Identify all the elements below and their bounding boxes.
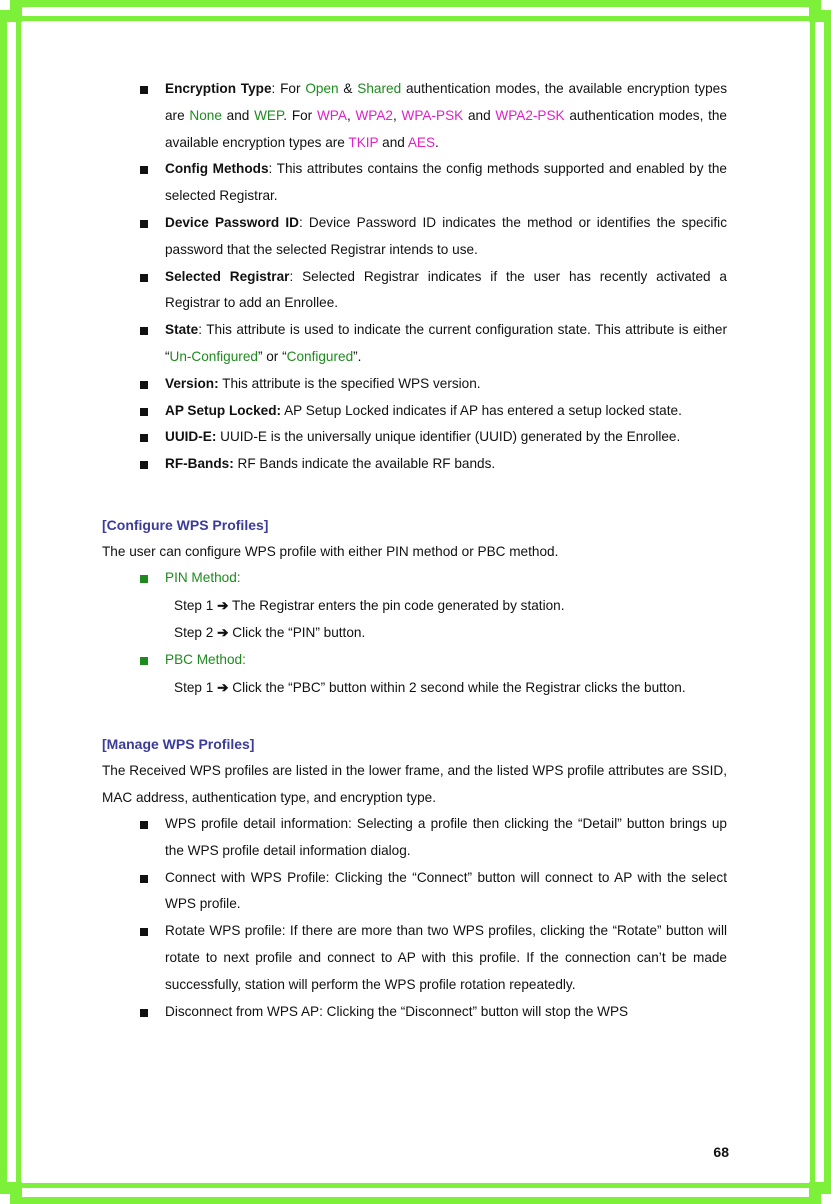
list-item bbox=[102, 647, 727, 674]
section-title-configure: [Configure WPS Profiles] bbox=[102, 516, 269, 533]
bullet-icon bbox=[140, 166, 148, 174]
text-segment: WEP bbox=[254, 107, 284, 123]
pbc-method-label: PBC Method: bbox=[165, 651, 246, 667]
pin-method-label: PIN Method: bbox=[165, 569, 241, 585]
step-prefix: Step 2 bbox=[174, 625, 214, 641]
list-item bbox=[102, 999, 727, 1026]
bullet-icon bbox=[140, 408, 148, 416]
list-item bbox=[102, 371, 727, 398]
text-segment: Configured bbox=[286, 348, 354, 364]
bullet-icon bbox=[140, 220, 148, 228]
text-segment: This attribute is the specified WPS version. bbox=[218, 375, 481, 391]
step-text: Click the “PIN” button. bbox=[232, 625, 366, 641]
text-segment: AES bbox=[407, 134, 436, 150]
step-text: The Registrar enters the pin code generated by station. bbox=[232, 597, 565, 613]
text-segment: : This attributes contains the config methods supported and enabled by the selected Registrar. bbox=[165, 161, 727, 204]
bullet-icon bbox=[140, 1009, 148, 1017]
arrow-icon: ➔ bbox=[217, 625, 229, 641]
text-segment: authentication modes, the available encryption types are bbox=[165, 81, 727, 123]
bullet-icon bbox=[140, 657, 148, 665]
list-item bbox=[102, 76, 727, 156]
configure-methods-list bbox=[102, 565, 727, 592]
text-segment: RF Bands indicate the available RF bands. bbox=[233, 456, 496, 472]
text-segment: TKIP bbox=[348, 134, 379, 150]
list-item bbox=[102, 451, 727, 478]
configure-intro: The user can configure WPS profile with either PIN method or PBC method. bbox=[102, 543, 559, 559]
list-item bbox=[102, 264, 727, 318]
text-segment: and bbox=[378, 134, 408, 150]
text-segment: AP Setup Locked indicates if AP has entered a setup locked state. bbox=[281, 402, 682, 418]
text-segment: : Selected Registrar indicates if the user has recently activated a Registrar to add an Enrollee. bbox=[165, 268, 727, 311]
text-segment: Selected Registrar bbox=[165, 268, 290, 284]
text-segment: RF-Bands: bbox=[165, 456, 234, 472]
bullet-icon bbox=[140, 928, 148, 936]
text-segment: & bbox=[338, 81, 358, 96]
bullet-icon bbox=[140, 875, 148, 883]
corner-ornament bbox=[0, 0, 22, 22]
bullet-icon bbox=[140, 434, 148, 442]
step-prefix: Step 1 bbox=[174, 679, 214, 695]
bullet-icon bbox=[140, 274, 148, 282]
arrow-icon: ➔ bbox=[217, 679, 229, 695]
list-item-text: Rotate WPS profile: If there are more than two WPS profiles, clicking the “Rotate” button will rotate to next profile and connect to AP with this profile. If the connection can’t be made successfully, station will perform the WPS profile rotation repeatedly. bbox=[165, 923, 727, 992]
corner-ornament bbox=[809, 1182, 831, 1204]
text-segment: AP Setup Locked: bbox=[165, 402, 282, 418]
list-item bbox=[102, 565, 727, 592]
text-segment: and bbox=[221, 107, 255, 123]
list-item bbox=[102, 918, 727, 998]
text-segment: WPA-PSK bbox=[401, 107, 464, 123]
text-segment: Version: bbox=[165, 375, 219, 391]
corner-ornament bbox=[0, 1182, 22, 1204]
bullet-icon bbox=[140, 86, 148, 94]
text-segment: authentication modes, the available encryption types are bbox=[165, 107, 727, 150]
text-segment: ”. bbox=[353, 348, 362, 364]
step-prefix: Step 1 bbox=[174, 597, 214, 613]
text-segment: : For bbox=[271, 81, 306, 96]
text-segment: None bbox=[189, 107, 222, 123]
bullet-icon bbox=[140, 381, 148, 389]
bullet-icon bbox=[140, 461, 148, 469]
list-item bbox=[102, 210, 727, 264]
bullet-icon bbox=[140, 327, 148, 335]
text-segment: Config Methods bbox=[165, 161, 269, 177]
text-segment: , bbox=[392, 107, 402, 123]
step-text: Click the “PBC” button within 2 second while the Registrar clicks the button. bbox=[232, 679, 686, 695]
text-segment: . For bbox=[283, 107, 317, 123]
text-segment: Open bbox=[305, 81, 339, 96]
text-segment: ” or “ bbox=[257, 348, 287, 364]
list-item bbox=[102, 424, 727, 451]
pbc-step-1 bbox=[102, 674, 727, 702]
pin-step-2 bbox=[102, 619, 727, 647]
manage-list bbox=[102, 811, 727, 1025]
manage-intro: The Received WPS profiles are listed in the lower frame, and the listed WPS profile attributes are SSID, MAC address, authentication type, and encryption type. bbox=[102, 763, 727, 806]
list-item bbox=[102, 317, 727, 371]
text-segment: Un-Configured bbox=[169, 348, 258, 364]
arrow-icon: ➔ bbox=[217, 597, 229, 613]
text-segment: Shared bbox=[357, 81, 402, 96]
text-segment: Encryption Type bbox=[165, 81, 272, 96]
text-segment: State bbox=[165, 322, 199, 338]
list-item bbox=[102, 398, 727, 425]
bullet-icon bbox=[140, 821, 148, 829]
list-item bbox=[102, 811, 727, 865]
corner-ornament bbox=[809, 0, 831, 22]
text-segment: Device Password ID bbox=[165, 214, 299, 230]
text-segment: WPA bbox=[316, 107, 347, 123]
text-segment: . bbox=[435, 134, 439, 150]
list-item-text: WPS profile detail information: Selecting a profile then clicking the “Detail” button brings up the WPS profile detail information dialog. bbox=[165, 816, 727, 858]
text-segment: : This attribute is used to indicate the current configuration state. This attribute is either “ bbox=[165, 322, 727, 364]
text-segment: : Device Password ID indicates the method or identifies the specific password that the selected Registrar intends to use. bbox=[165, 214, 727, 257]
text-segment: UUID-E is the universally unique identifier (UUID) generated by the Enrollee. bbox=[216, 429, 681, 445]
list-item bbox=[102, 865, 727, 919]
pin-step-1 bbox=[102, 592, 727, 620]
text-segment: and bbox=[463, 107, 496, 123]
page-number: 68 bbox=[713, 1144, 729, 1160]
list-item-text: Connect with WPS Profile: Clicking the “Connect” button will connect to AP with the select WPS profile. bbox=[165, 869, 727, 912]
list-item-text: Disconnect from WPS AP: Clicking the “Disconnect” button will stop the WPS bbox=[165, 1003, 629, 1019]
page-content bbox=[102, 76, 727, 1025]
list-item bbox=[102, 156, 727, 210]
text-segment: UUID-E: bbox=[165, 429, 217, 445]
text-segment: , bbox=[346, 107, 356, 123]
attribute-list bbox=[102, 76, 727, 478]
section-title-manage: [Manage WPS Profiles] bbox=[102, 736, 255, 753]
configure-methods-list bbox=[102, 647, 727, 674]
text-segment: WPA2 bbox=[355, 107, 393, 123]
bullet-icon bbox=[140, 575, 148, 583]
text-segment: WPA2-PSK bbox=[495, 107, 565, 123]
